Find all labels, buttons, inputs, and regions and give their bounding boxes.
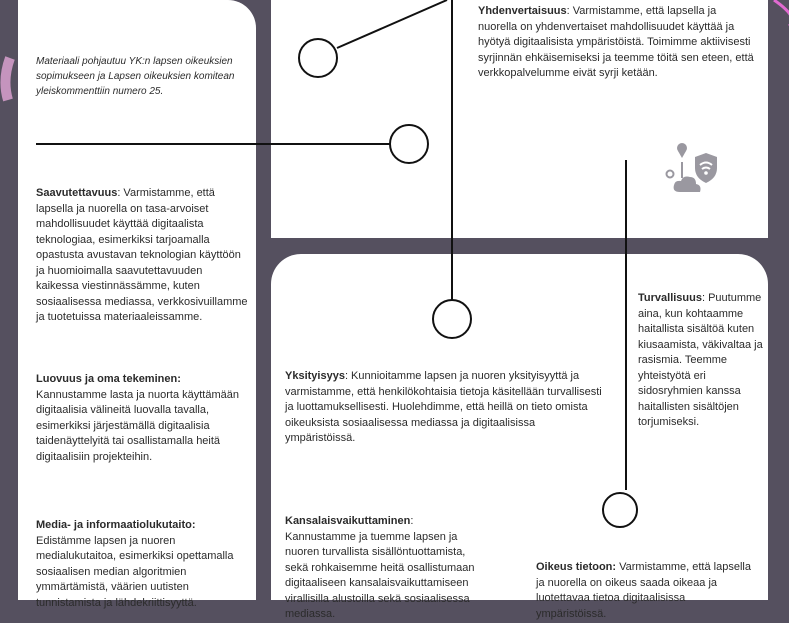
section-title: Oikeus tietoon: <box>536 561 617 573</box>
connector-circle-bottom <box>603 493 637 527</box>
section-title: Turvallisuus <box>638 292 702 304</box>
section-title: Luovuus ja oma tekeminen: <box>36 373 181 385</box>
connector-circle-left <box>390 125 428 163</box>
intro-note: Materiaali pohjautuu YK:n lapsen oikeuksien sopimukseen ja Lapsen oikeuksien komitean yleiskommenttiin numero 25. <box>36 56 235 97</box>
section-yhdenvertaisuus <box>478 4 758 82</box>
connector-circle-middle <box>433 300 471 338</box>
section-body: Varmistamme, että lapsella ja nuorella on oikeus saada oikeaa ja luotettavaa tietoa digitaalisissa ympäristöissä. <box>536 561 751 620</box>
section-yksityisyys <box>285 369 607 447</box>
section-turvallisuus <box>638 291 764 431</box>
section-body: Edistämme lapsen ja nuoren medialukutaitoa, esimerkiksi opettamalla sosiaalisen median algoritmien ymmärtämistä, väärien uutisten tunnistamista ja lähdekriittisyyttä. <box>36 534 234 609</box>
section-title: Yksityisyys <box>285 370 345 382</box>
section-title: Media- ja informaatiolukutaito: <box>36 519 196 531</box>
section-media <box>36 518 236 611</box>
section-title: Saavutettavuus <box>36 187 118 199</box>
section-title: Yhdenvertaisuus <box>478 5 567 17</box>
connector-circle-top <box>299 39 337 77</box>
cloud-icon <box>674 177 701 193</box>
section-kansalaisvaikuttaminen <box>285 514 485 623</box>
section-body: : Kunnioitamme lapsen ja nuoren yksityisyyttä ja varmistamme, että henkilökohtaisia tietoja käsitellään turvallisesti ja luottamuksellisesti. Huolehdimme, että heillä on tieto omista oikeuksista sosiaalisessa mediassa ja digitaalisissa ympäristöissä. <box>285 370 602 444</box>
section-body: : Kannustamme ja tuemme lapsen ja nuoren turvallista sisällöntuottamista, sekä rohkaisemme heitä osallistumaan digitaaliseen kansalaisvaikuttamiseen virallisilla alustoilla sekä sosiaalisessa mediassa. <box>285 515 475 620</box>
node-icon <box>667 171 674 178</box>
section-body: : Varmistamme, että lapsella ja nuorella on tasa-arvoiset mahdollisuudet käyttää digitaalista teknologiaa, esimerkiksi tarjoamalla opastusta avustavan teknologian käyttöön ja huomioimalla saavutettavuuden kaikessa viestinnässämme, kuten sosiaalisessa mediassa, verkkosivuillamme ja tuotetuissa materiaaleissamme. <box>36 187 248 323</box>
section-title: Kansalaisvaikuttaminen <box>285 515 411 527</box>
location-pin-icon <box>677 143 687 158</box>
icon-cluster <box>662 140 722 196</box>
section-saavutettavuus <box>36 186 248 326</box>
connector-line-top <box>337 0 447 48</box>
section-body: : Varmistamme, että lapsella ja nuorella on yhdenvertaiset mahdollisuudet käyttää ja hyötyä digitaalisista ympäristöistä. Toimimme aktiivisesti syrjinnän ehkäisemiseksi ja teemme töitä sen eteen, että verkkopalvelumme eivät syrji ketään. <box>478 5 754 79</box>
section-luovuus <box>36 372 240 465</box>
wifi-shield-icon <box>695 153 717 183</box>
section-body: Kannustamme lasta ja nuorta käyttämään digitaalisia välineitä luovalla tavalla, esimerkiksi järjestämällä digitaalisia taidenäyttelyitä tai osallistamalla heitä digitaalisiin projekteihin. <box>36 388 240 463</box>
section-body: : Puutumme aina, kun kohtaamme haitallista sisältöä kuten kiusaamista, väkivaltaa ja rasismia. Teemme yhteistyötä eri sidosryhmien kanssa haitallisten sisältöjen torjumiseksi. <box>638 292 763 428</box>
section-oikeus-tietoon <box>536 560 758 622</box>
